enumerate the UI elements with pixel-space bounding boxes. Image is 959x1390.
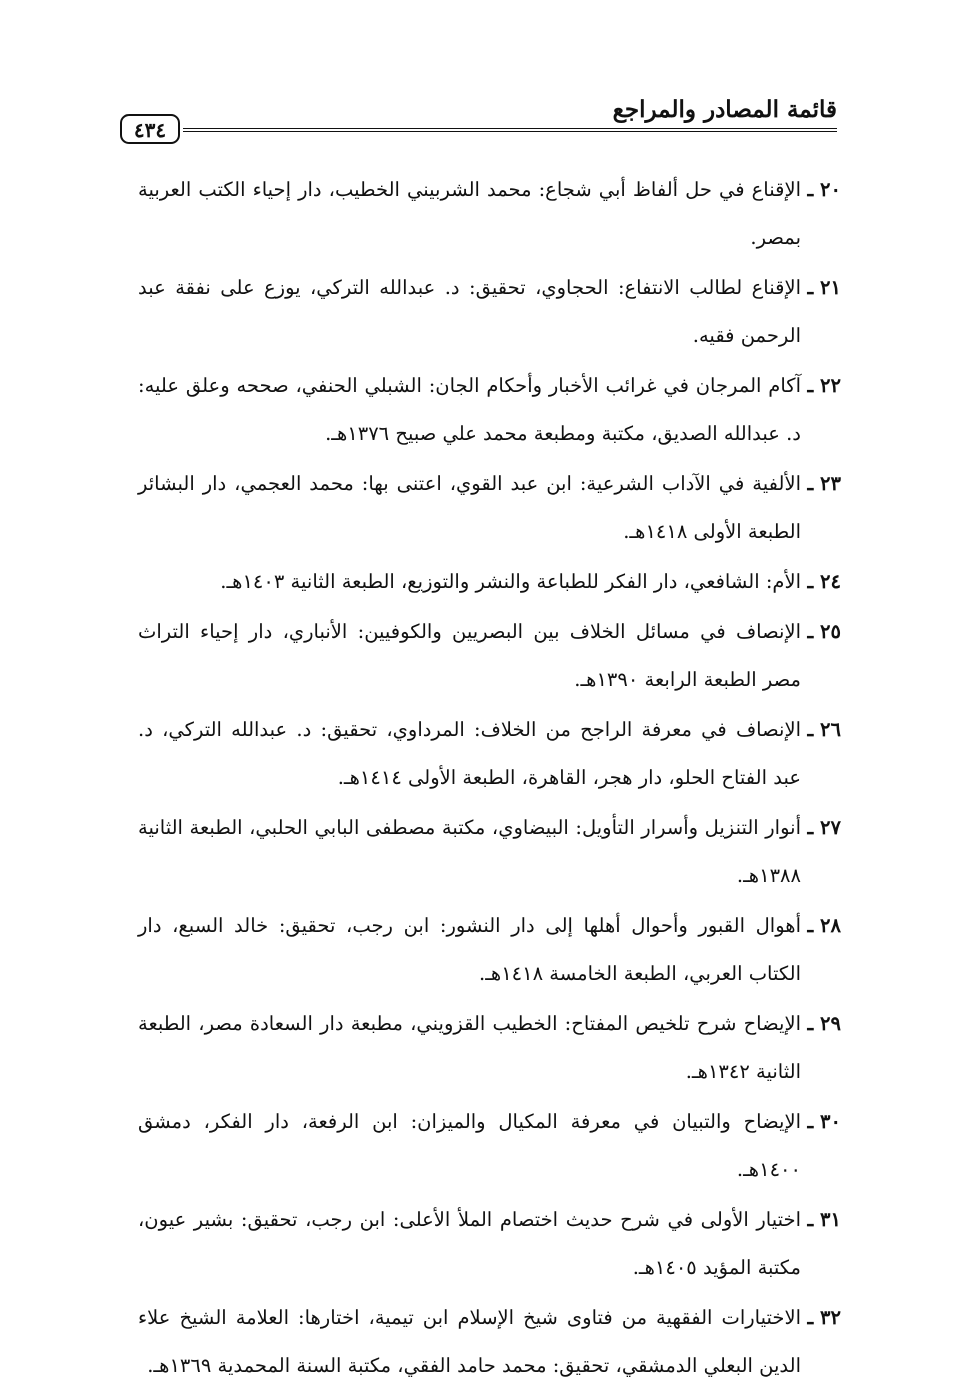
entry-number: ٣٢ ـ: [807, 1306, 841, 1329]
page-number: ٤٣٤: [120, 114, 180, 144]
entry-text: الاختيارات الفقهية من فتاوى شيخ الإسلام ابن تيمية، اختارها: العلامة الشيخ علاء الدين البعلي الدمشقي، تحقيق: محمد حامد الفقي، مكتبة السنة المحمدية ١٣٦٩هـ.: [138, 1306, 801, 1377]
entry-text: أهوال القبور وأحوال أهلها إلى دار النشور: ابن رجب، تحقيق: خالد السبع، دار الكتاب العربي، الطبعة الخامسة ١٤١٨هـ.: [138, 914, 801, 985]
running-header-title: قائمة المصادر والمراجع: [612, 96, 837, 123]
bibliography-entry: [138, 558, 841, 606]
header-rule: [183, 128, 837, 132]
entry-text: الألفية في الآداب الشرعية: ابن عبد القوي، اعتنى بها: محمد العجمي، دار البشائر الطبعة الأولى ١٤١٨هـ.: [138, 472, 801, 543]
entry-text: الإيضاح والتبيان في معرفة المكيال والميزان: ابن الرفعة، دار الفكر، دمشق ١٤٠٠هـ.: [138, 1110, 801, 1181]
bibliography-list: [138, 166, 841, 1390]
entry-text: الإقناع في حل ألفاظ أبي شجاع: محمد الشربيني الخطيب، دار إحياء الكتب العربية بمصر.: [138, 178, 801, 249]
bibliography-entry: [138, 1294, 841, 1390]
entry-number: ٢٠ ـ: [807, 178, 841, 201]
entry-number: ٢٩ ـ: [807, 1012, 841, 1035]
bibliography-entry: [138, 1098, 841, 1194]
bibliography-entry: [138, 902, 841, 998]
bibliography-entry: [138, 1000, 841, 1096]
entry-number: ٣٠ ـ: [807, 1110, 841, 1133]
entry-text: الإيضاح شرح تلخيص المفتاح: الخطيب القزويني، مطبعة دار السعادة مصر، الطبعة الثانية ١٣٤٢هـ.: [138, 1012, 801, 1083]
entry-text: الأم: الشافعي، دار الفكر للطباعة والنشر والتوزيع، الطبعة الثانية ١٤٠٣هـ.: [220, 570, 801, 593]
entry-text: الإنصاف في معرفة الراجح من الخلاف: المرداوي، تحقيق: د. عبدالله التركي، د. عبد الفتاح الحلو، دار هجر، القاهرة، الطبعة الأولى ١٤١٤هـ.: [138, 718, 801, 789]
entry-number: ٢١ ـ: [807, 276, 841, 299]
entry-number: ٢٨ ـ: [807, 914, 841, 937]
bibliography-entry: [138, 804, 841, 900]
bibliography-entry: [138, 460, 841, 556]
entry-text: الإنصاف في مسائل الخلاف بين البصريين والكوفيين: الأنباري، دار إحياء التراث مصر الطبعة الرابعة ١٣٩٠هـ.: [138, 620, 801, 691]
entry-number: ٣١ ـ: [807, 1208, 841, 1231]
bibliography-entry: [138, 166, 841, 262]
entry-number: ٢٢ ـ: [807, 374, 841, 397]
entry-number: ٢٧ ـ: [807, 816, 841, 839]
entry-number: ٢٦ ـ: [807, 718, 841, 741]
entry-text: اختيار الأولى في شرح حديث اختصام الملأ الأعلى: ابن رجب، تحقيق: بشير عيون، مكتبة المؤيد ١٤٠٥هـ.: [138, 1208, 801, 1279]
entry-number: ٢٣ ـ: [807, 472, 841, 495]
bibliography-entry: [138, 264, 841, 360]
entry-number: ٢٥ ـ: [807, 620, 841, 643]
bibliography-entry: [138, 1196, 841, 1292]
bibliography-entry: [138, 706, 841, 802]
entry-number: ٢٤ ـ: [807, 570, 841, 593]
bibliography-entry: [138, 608, 841, 704]
entry-text: أنوار التنزيل وأسرار التأويل: البيضاوي، مكتبة مصطفى البابي الحلبي، الطبعة الثانية ١٣٨٨هـ.: [138, 816, 801, 887]
bibliography-entry: [138, 362, 841, 458]
entry-text: الإقناع لطالب الانتفاع: الحجاوي، تحقيق: د. عبدالله التركي، يوزع على نفقة عبد الرحمن فقيه.: [138, 276, 801, 347]
entry-text: آكام المرجان في غرائب الأخبار وأحكام الجان: الشبلي الحنفي، صححه وعلق عليه: د. عبدالله الصديق، مكتبة ومطبعة محمد علي صبيح ١٣٧٦هـ.: [138, 374, 801, 445]
